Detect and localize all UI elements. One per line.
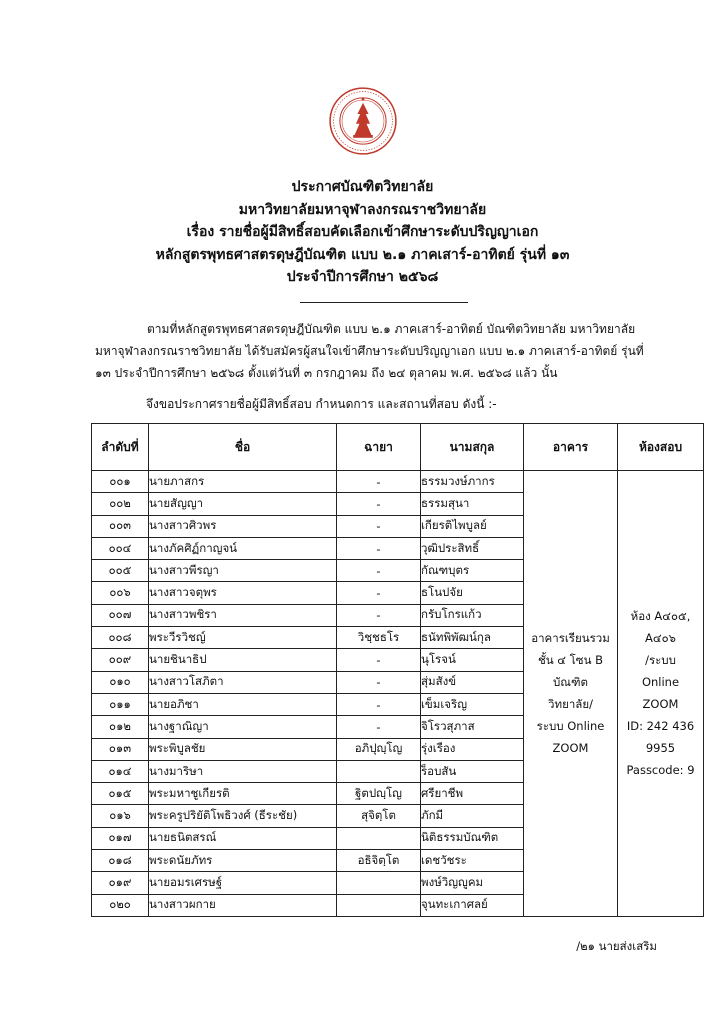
row-surname: ร็อบสัน (421, 760, 524, 782)
building-line: ระบบ Online (536, 719, 605, 734)
heading-divider (300, 302, 468, 303)
university-seal-icon (328, 86, 398, 156)
row-surname: ศรียาชีพ (421, 783, 524, 805)
row-title (337, 872, 421, 894)
row-name: นายอมรเศรษฐ์ (149, 872, 337, 894)
row-number: ๐๑๙ (92, 872, 149, 894)
heading-line-2: มหาวิทยาลัยมหาจุฬาลงกรณราชวิทยาลัย (238, 201, 487, 218)
row-number: ๐๐๙ (92, 649, 149, 671)
heading-line-1: ประกาศบัณฑิตวิทยาลัย (291, 179, 434, 195)
heading-line-3: เรื่อง รายชื่อผู้มีสิทธิ์สอบคัดเลือกเข้าศึกษาระดับปริญญาเอก (186, 224, 539, 240)
row-title (337, 894, 421, 916)
row-title: - (337, 582, 421, 604)
row-number: ๐๑๑ (92, 693, 149, 715)
row-title: - (337, 515, 421, 537)
row-number: ๐๑๗ (92, 827, 149, 849)
paragraph-line-2: มหาจุฬาลงกรณราชวิทยาลัย ได้รับสมัครผู้สนใจเข้าศึกษาระดับปริญญาเอก แบบ ๒.๑ ภาคเสาร์-อาทิตย์ รุ่นที่ (95, 344, 644, 358)
row-name: นางมาริษา (149, 760, 337, 782)
row-title: - (337, 493, 421, 515)
building-line: ชั้น ๔ โซน B (537, 653, 604, 668)
row-number: ๐๑๒ (92, 716, 149, 738)
row-name: นางภัคศิฏ์กาญจน์ (149, 537, 337, 559)
header-name: ชื่อ (149, 424, 337, 471)
room-line: Passcode: 9 (626, 763, 695, 778)
table-header-row (92, 424, 704, 471)
row-title: อธิจิตฺโต (337, 850, 421, 872)
row-name: นายชินาธิป (149, 649, 337, 671)
room-line: ห้อง A๔๐๕, (630, 609, 691, 624)
row-surname: กรับโกรแก้ว (421, 604, 524, 626)
row-surname: ธนัทพิพัฒน์กุล (421, 627, 524, 649)
row-name: นายภาสกร (149, 471, 337, 493)
row-number: ๐๑๘ (92, 850, 149, 872)
row-surname: ภักมี (421, 805, 524, 827)
row-surname: จิโรวสุภาส (421, 716, 524, 738)
building-line: บัณฑิต (553, 675, 588, 690)
row-number: ๐๑๐ (92, 671, 149, 693)
room-line: /ระบบ (645, 653, 676, 668)
row-surname: กัณฑบุตร (421, 560, 524, 582)
row-name: พระดนัยภัทร (149, 850, 337, 872)
row-surname: ธรรมสุนา (421, 493, 524, 515)
candidate-table (91, 423, 704, 917)
row-title: - (337, 716, 421, 738)
row-number: ๐๐๓ (92, 515, 149, 537)
row-name: พระครูปริยัติโพธิวงศ์ (ธีระชัย) (149, 805, 337, 827)
building-line: วิทยาลัย/ (548, 697, 593, 712)
row-surname: นุโรจน์ (421, 649, 524, 671)
row-name: นางฐาณิญา (149, 716, 337, 738)
continuation-note: /๒๑ นายส่งเสริม (576, 939, 657, 953)
heading-line-5: ประจำปีการศึกษา ๒๕๖๘ (286, 269, 439, 285)
row-surname: เข็มเจริญ (421, 693, 524, 715)
row-name: พระพิบูลชัย (149, 738, 337, 760)
row-number: ๐๑๖ (92, 805, 149, 827)
row-title (337, 827, 421, 849)
row-surname: เกียรติไพบูลย์ (421, 515, 524, 537)
header-title: ฉายา (337, 424, 421, 471)
row-number: ๐๑๕ (92, 783, 149, 805)
paragraph-line-3: ๑๓ ประจำปีการศึกษา ๒๕๖๘ ตั้งแต่วันที่ ๓ กรกฎาคม ถึง ๒๔ ตุลาคม พ.ศ. ๒๕๖๘ แล้ว นั้น (95, 366, 558, 380)
row-title (337, 760, 421, 782)
intro-paragraph (95, 318, 655, 384)
row-name: นายธนิตสรณ์ (149, 827, 337, 849)
row-title: อภิปุญฺโญ (337, 738, 421, 760)
row-number: ๐๐๗ (92, 604, 149, 626)
row-surname: เดชวัชระ (421, 850, 524, 872)
header-number: ลำดับที่ (92, 424, 149, 471)
row-name: พระมหาชูเกียรติ (149, 783, 337, 805)
row-name: พระวีรวิชญ์ (149, 627, 337, 649)
row-title: - (337, 693, 421, 715)
table-row (92, 471, 704, 493)
table-body (92, 471, 704, 917)
exam-room-cell (618, 471, 704, 917)
row-number: ๐๐๑ (92, 471, 149, 493)
row-name: นางสาวโสภิตา (149, 671, 337, 693)
header-room: ห้องสอบ (618, 424, 704, 471)
row-number: ๐๐๒ (92, 493, 149, 515)
row-number: ๐๐๔ (92, 537, 149, 559)
row-surname: พงษ์วิญญูคม (421, 872, 524, 894)
room-line: A๔๐๖ (645, 631, 676, 646)
row-number: ๐๑๔ (92, 760, 149, 782)
row-title: - (337, 671, 421, 693)
announcement-heading (0, 176, 725, 289)
room-line: 9955 (645, 741, 676, 756)
row-name: นางสาวศิวพร (149, 515, 337, 537)
row-number: ๐๐๖ (92, 582, 149, 604)
row-title: - (337, 604, 421, 626)
row-surname: จุนทะเกาศลย์ (421, 894, 524, 916)
row-number: ๐๐๘ (92, 627, 149, 649)
room-line: ID: 242 436 (626, 719, 695, 734)
row-surname: รุ่งเรือง (421, 738, 524, 760)
building-cell (524, 471, 618, 917)
row-title: ฐิตปญฺโญ (337, 783, 421, 805)
row-title: - (337, 560, 421, 582)
row-name: นายสัญญา (149, 493, 337, 515)
room-line: Online (641, 675, 680, 690)
row-name: นายอภิชา (149, 693, 337, 715)
header-building: อาคาร (524, 424, 618, 471)
row-surname: ธโนปจัย (421, 582, 524, 604)
row-title: - (337, 649, 421, 671)
row-title: วิชฺชธโร (337, 627, 421, 649)
row-name: นางสาวพีรญา (149, 560, 337, 582)
row-surname: ธรรมวงษ์ภากร (421, 471, 524, 493)
row-surname: สุ่มสังข์ (421, 671, 524, 693)
header-surname: นามสกุล (421, 424, 524, 471)
row-title: - (337, 537, 421, 559)
row-surname: วุฒิประสิทธิ์ (421, 537, 524, 559)
row-name: นางสาวพชิรา (149, 604, 337, 626)
paragraph-line-1: ตามที่หลักสูตรพุทธศาสตรดุษฎีบัณฑิต แบบ ๒.๑ ภาคเสาร์-อาทิตย์ บัณฑิตวิทยาลัย มหาวิทยาลัย (147, 322, 636, 336)
row-title: - (337, 471, 421, 493)
row-name: นางสาวผกาย (149, 894, 337, 916)
row-title: สุจิตฺโต (337, 805, 421, 827)
row-name: นางสาวจตุพร (149, 582, 337, 604)
row-number: ๐๐๕ (92, 560, 149, 582)
building-line: อาคารเรียนรวม (531, 631, 610, 646)
announce-line: จึงขอประกาศรายชื่อผู้มีสิทธิ์สอบ กำหนดการ และสถานที่สอบ ดังนี้ :- (146, 397, 497, 411)
row-surname: นิติธรรมบัณฑิต (421, 827, 524, 849)
row-number: ๐๑๓ (92, 738, 149, 760)
row-number: ๐๒๐ (92, 894, 149, 916)
room-line: ZOOM (642, 697, 679, 712)
heading-line-4: หลักสูตรพุทธศาสตรดุษฎีบัณฑิต แบบ ๒.๑ ภาคเสาร์-อาทิตย์ รุ่นที่ ๑๓ (155, 246, 570, 263)
building-line: ZOOM (552, 741, 589, 756)
